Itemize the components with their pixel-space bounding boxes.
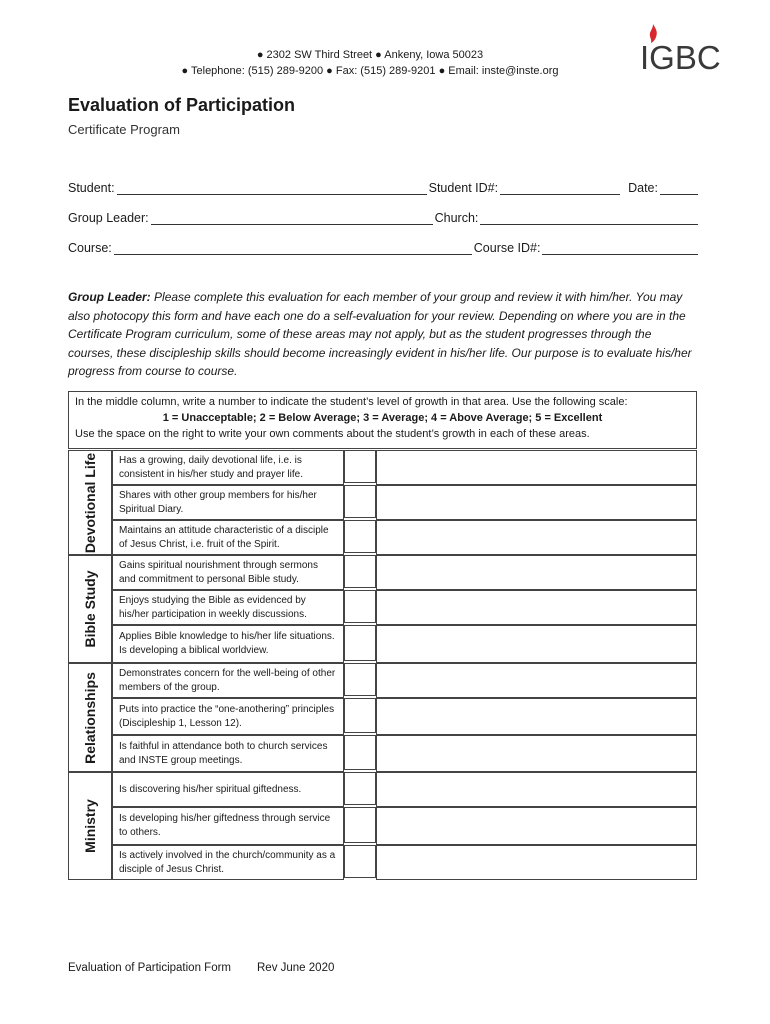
category-label-cell bbox=[68, 663, 112, 772]
group-leader-row bbox=[68, 210, 700, 225]
criterion-text: Puts into practice the “one-anothering” principles (Discipleship 1, Lesson 12). bbox=[112, 698, 344, 735]
comment-cell[interactable] bbox=[376, 520, 697, 555]
score-cell[interactable] bbox=[344, 625, 376, 661]
criterion-text: Enjoys studying the Bible as evidenced by his/her participation in weekly discussions. bbox=[112, 590, 344, 625]
group-leader-field[interactable] bbox=[151, 210, 433, 225]
student-label: Student: bbox=[68, 181, 115, 195]
instructions-box bbox=[68, 391, 697, 449]
comment-cell[interactable] bbox=[376, 807, 697, 845]
page-subtitle: Certificate Program bbox=[68, 122, 180, 137]
category-label: Ministry bbox=[82, 799, 98, 853]
header-address bbox=[170, 47, 570, 79]
score-cell[interactable] bbox=[344, 698, 376, 733]
comment-cell[interactable] bbox=[376, 625, 697, 663]
church-field[interactable] bbox=[480, 210, 698, 225]
date-label: Date: bbox=[628, 181, 658, 195]
course-id-label: Course ID#: bbox=[473, 241, 541, 255]
criterion-text: Is faithful in attendance both to church services and INSTE group meetings. bbox=[112, 735, 344, 772]
contact-line: ● Telephone: (515) 289-9200 ● Fax: (515) 289-9201 ● Email: inste@inste.org bbox=[181, 65, 559, 77]
score-cell[interactable] bbox=[344, 520, 376, 553]
criterion-text: Gains spiritual nourishment through sermons and commitment to personal Bible study. bbox=[112, 555, 344, 590]
date-field[interactable] bbox=[660, 180, 698, 195]
page-title: Evaluation of Participation bbox=[68, 95, 296, 115]
comment-cell[interactable] bbox=[376, 590, 697, 625]
criterion-text: Maintains an attitude characteristic of a disciple of Jesus Christ, i.e. fruit of the Spirit. bbox=[112, 520, 344, 555]
student-id-field[interactable] bbox=[500, 180, 620, 195]
score-cell[interactable] bbox=[344, 590, 376, 623]
student-row bbox=[68, 180, 700, 195]
student-field[interactable] bbox=[117, 180, 427, 195]
score-cell[interactable] bbox=[344, 735, 376, 770]
intro-text: Please complete this evaluation for each member of your group and review it with him/her. You may also photocopy this form and have each one do a self-evaluation for your review. Depending on where you are in the Certificate Program curriculum, some of these areas may not apply, but as the student progresses through the courses, these discipleship skills should become increasingly evident in his/her life. Our purpose is to evaluate his/her progress from course to course. bbox=[68, 290, 692, 378]
score-cell[interactable] bbox=[344, 845, 376, 878]
score-cell[interactable] bbox=[344, 663, 376, 696]
criterion-text: Demonstrates concern for the well-being of other members of the group. bbox=[112, 663, 344, 698]
instructions-line: In the middle column, write a number to indicate the student’s level of growth in that area. Use the following scale: bbox=[75, 396, 628, 408]
rating-scale: 1 = Unacceptable; 2 = Below Average; 3 = Average; 4 = Above Average; 5 = Excellent bbox=[162, 412, 603, 424]
evaluation-table bbox=[68, 391, 697, 875]
score-cell[interactable] bbox=[344, 555, 376, 588]
criterion-text: Is developing his/her giftedness through service to others. bbox=[112, 807, 344, 845]
category-label-cell bbox=[68, 450, 112, 555]
score-cell[interactable] bbox=[344, 807, 376, 843]
address-line: ● 2302 SW Third Street ● Ankeny, Iowa 50023 bbox=[256, 49, 484, 61]
footer-form-name: Evaluation of Participation Form bbox=[68, 962, 231, 974]
course-id-field[interactable] bbox=[542, 240, 698, 255]
intro-paragraph bbox=[68, 288, 698, 381]
category-label-cell bbox=[68, 555, 112, 663]
score-cell[interactable] bbox=[344, 485, 376, 518]
comment-cell[interactable] bbox=[376, 735, 697, 772]
comment-cell[interactable] bbox=[376, 698, 697, 735]
criterion-text: Shares with other group members for his/her Spiritual Diary. bbox=[112, 485, 344, 520]
category-label: Bible Study bbox=[82, 570, 98, 648]
intro-lead: Group Leader: bbox=[68, 290, 151, 304]
category-label: Relationships bbox=[82, 671, 98, 764]
church-label: Church: bbox=[434, 211, 479, 225]
category-label: Devotional Life bbox=[82, 452, 98, 553]
course-label: Course: bbox=[68, 241, 112, 255]
instructions-comments: Use the space on the right to write your own comments about the student’s growth in each of these areas. bbox=[75, 428, 590, 440]
course-field[interactable] bbox=[114, 240, 472, 255]
comment-cell[interactable] bbox=[376, 485, 697, 520]
comment-cell[interactable] bbox=[376, 555, 697, 590]
comment-cell[interactable] bbox=[376, 772, 697, 807]
criterion-text: Is actively involved in the church/community as a disciple of Jesus Christ. bbox=[112, 845, 344, 880]
footer-revision: Rev June 2020 bbox=[257, 962, 335, 974]
score-cell[interactable] bbox=[344, 772, 376, 805]
comment-cell[interactable] bbox=[376, 663, 697, 698]
group-leader-label: Group Leader: bbox=[68, 211, 149, 225]
comment-cell[interactable] bbox=[376, 450, 697, 485]
course-row bbox=[68, 240, 700, 255]
criterion-text: Applies Bible knowledge to his/her life situations. Is developing a biblical worldview. bbox=[112, 625, 344, 663]
comment-cell[interactable] bbox=[376, 845, 697, 880]
igbc-logo bbox=[640, 24, 720, 74]
score-cell[interactable] bbox=[344, 450, 376, 483]
criterion-text: Is discovering his/her spiritual giftedness. bbox=[112, 772, 344, 807]
category-label-cell bbox=[68, 772, 112, 880]
student-id-label: Student ID#: bbox=[428, 181, 499, 195]
criterion-text: Has a growing, daily devotional life, i.e. is consistent in his/her study and prayer life. bbox=[112, 450, 344, 485]
logo-text: IGBC bbox=[640, 39, 721, 76]
footer bbox=[68, 962, 334, 974]
